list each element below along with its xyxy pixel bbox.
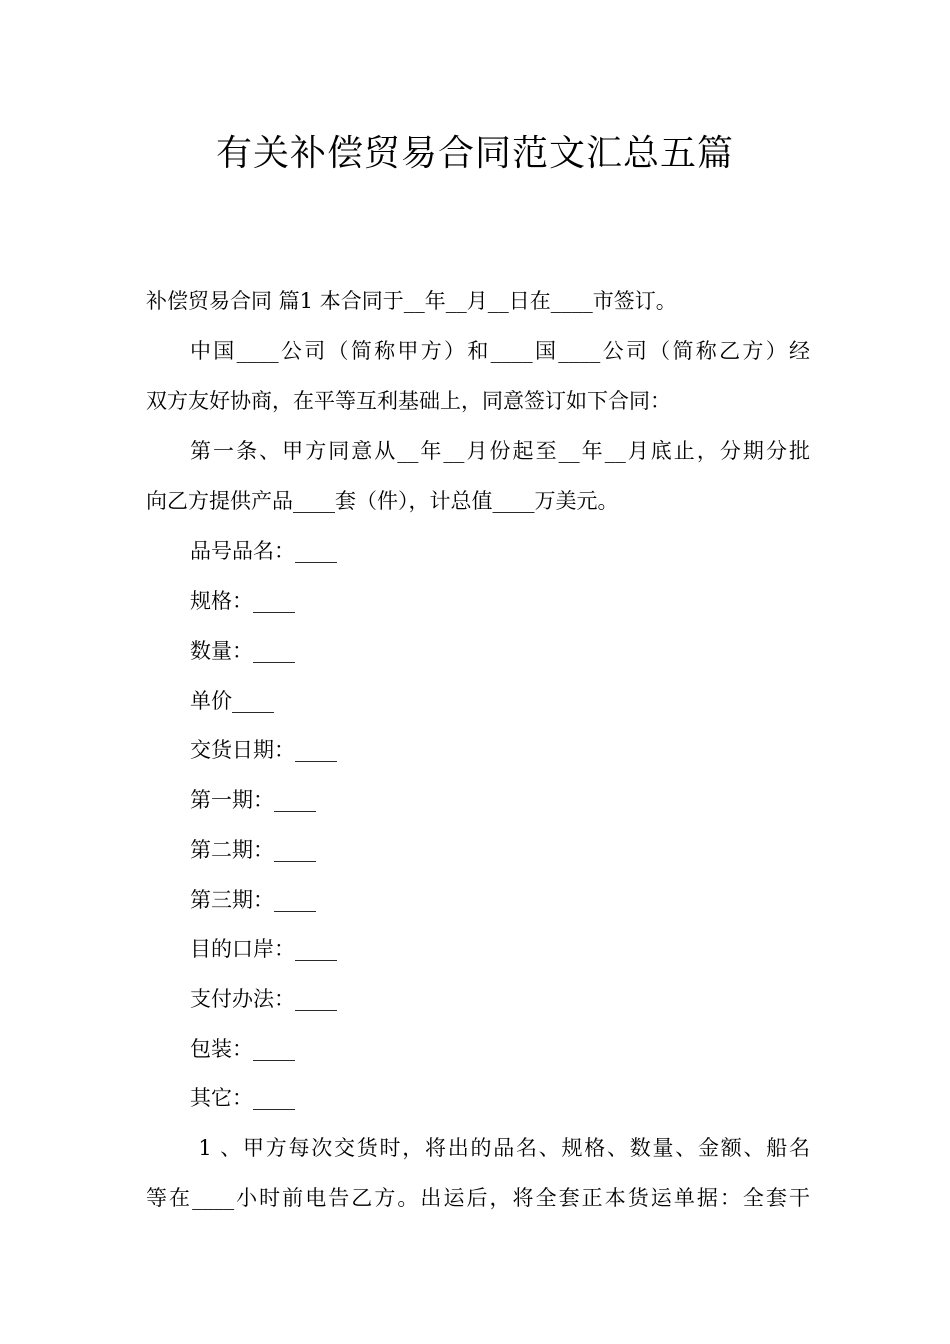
article-1-line-2: 向乙方提供产品____套（件），计总值____万美元。 bbox=[146, 489, 619, 513]
field-destination-port: 目的口岸：____ bbox=[190, 937, 337, 961]
field-phase-1: 第一期：____ bbox=[190, 788, 316, 812]
document-title: 有关补偿贸易合同范文汇总五篇 bbox=[215, 133, 734, 174]
opening-line: 补偿贸易合同 篇1 本合同于__年__月__日在____市签订。 bbox=[146, 289, 677, 313]
clause-1-line-2: 等在____小时前电告乙方。出运后，将全套正本货运单据：全套干 bbox=[146, 1186, 810, 1210]
field-packaging: 包装：____ bbox=[190, 1037, 295, 1061]
paragraph-parties-line-1: 中国____公司（简称甲方）和____国____公司（简称乙方）经 bbox=[190, 339, 810, 363]
field-phase-2: 第二期：____ bbox=[190, 838, 316, 862]
field-phase-3: 第三期：____ bbox=[190, 888, 316, 912]
field-payment-method: 支付办法：____ bbox=[190, 987, 337, 1011]
field-product-name: 品号品名：____ bbox=[190, 539, 337, 563]
field-specification: 规格：____ bbox=[190, 589, 295, 613]
field-quantity: 数量：____ bbox=[190, 639, 295, 663]
field-other: 其它：____ bbox=[190, 1086, 295, 1110]
field-delivery-date: 交货日期：____ bbox=[190, 738, 337, 762]
paragraph-parties-line-2: 双方友好协商，在平等互利基础上，同意签订如下合同： bbox=[146, 389, 671, 413]
clause-1-line-1: 1 、甲方每次交货时，将出的品名、规格、数量、金额、船名 bbox=[190, 1136, 810, 1160]
article-1-line-1: 第一条、甲方同意从__年__月份起至__年__月底止，分期分批 bbox=[190, 439, 810, 463]
field-unit-price: 单价____ bbox=[190, 689, 274, 713]
